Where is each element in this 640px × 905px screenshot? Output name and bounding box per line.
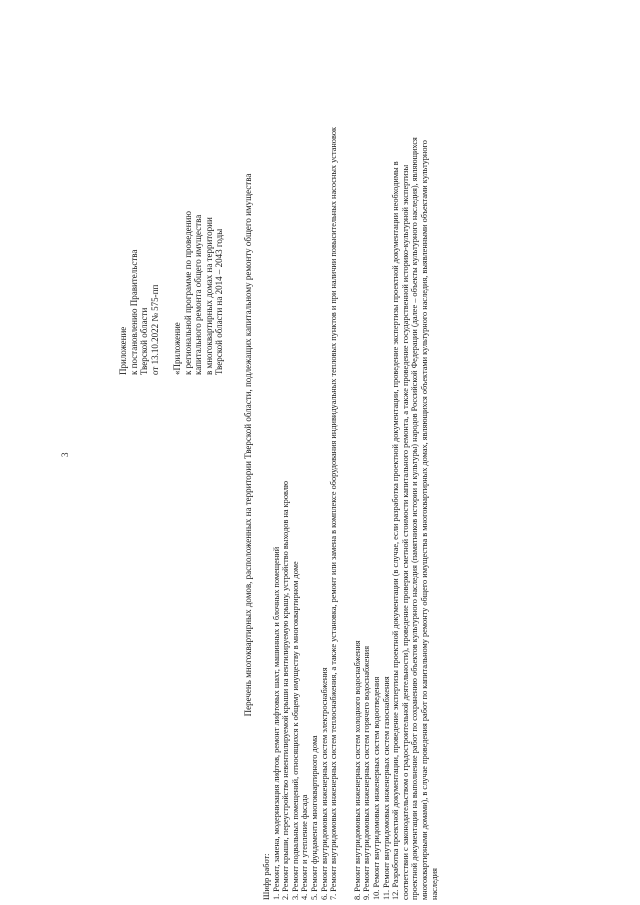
appendix-header xyxy=(118,211,225,375)
appendix-line: к постановлению Правительства xyxy=(128,249,139,375)
cipher-item: 8. Ремонт внутридомовых инженерных систем холодного водоснабжения xyxy=(352,640,362,900)
cipher-item: 10. Ремонт внутридомовых инженерных систем водоотведения xyxy=(371,676,381,900)
appendix-line: Тверской области на 2014 – 2043 годы xyxy=(214,228,224,375)
appendix-line: Тверской области xyxy=(139,307,149,375)
cipher-item: 7. Ремонт внутридомовых инженерных систем теплоснабжения, а также установка, ремонт или замена в комплексе оборудования индивидуальных тепловых пунктов и при наличии повысительных насосных установок xyxy=(329,127,339,900)
appendix-line: к региональной программе по проведению xyxy=(182,210,193,375)
spacer xyxy=(160,211,172,375)
spacer xyxy=(339,20,353,900)
cipher-item: 3. Ремонт подвальных помещений, относящихся к общему имуществу в многоквартирном доме xyxy=(290,561,300,900)
cipher-item-12-line: многоквартирными домами), в случае проведения работ по капитальному ремонту общего имущества в многоквартирных домах, являющихся объектами культурного наследия, выявленными объектами культурного xyxy=(419,140,429,900)
appendix-line: Приложение xyxy=(118,326,128,375)
cipher-item-12-line: соответствии с законодательством о градостроительной деятельности), проведение проверки сметной стоимости капитального ремонта, а также проведение государственной историко-культурной экспертизы xyxy=(400,164,410,900)
cipher-item: 9. Ремонт внутридомовых инженерных систем горячего водоснабжения xyxy=(362,645,372,900)
cipher-item: 4. Ремонт и утепление фасада xyxy=(300,794,310,900)
document-title: Перечень многоквартирных домов, расположенных на территории Тверской области, подлежащих капитальному ремонту общего имущества xyxy=(243,173,253,717)
cipher-item-12-line: проектной документации на выполнение работ по сохранению объектов культурного наследия (памятников истории и культуры) народов Российской Федерации (далее – объекты культурного наследия), являющихся xyxy=(410,137,420,900)
cipher-item-12-line: 12. Разработка проектной документации, проведение экспертизы проектной документации (в случае, если разработка проектной документации, проведение экспертизы проектной документации необходимы в xyxy=(391,161,401,900)
appendix-line: в многоквартирных домах на территории xyxy=(203,217,214,375)
cipher-heading: Шифр работ: xyxy=(262,853,271,900)
page-number: 3 xyxy=(60,452,70,457)
cipher-item-12-line: наследия xyxy=(429,868,439,900)
cipher-item: 6. Ремонт внутридомовых инженерных систем электроснабжения xyxy=(319,667,329,900)
appendix-line: капитального ремонта общего имущества xyxy=(193,214,203,375)
cipher-item: 5. Ремонт фундамента многоквартирного дома xyxy=(309,735,319,900)
cipher-item: 2. Ремонт крыши, переустройство невентилируемой крыши на вентилируемую крышу, устройство выходов на кровлю xyxy=(281,480,291,900)
appendix-line: «Приложение xyxy=(172,322,182,375)
work-cipher-list xyxy=(262,20,439,900)
cipher-item: 11. Ремонт внутридомовых инженерных систем газоснабжения xyxy=(381,676,391,900)
appendix-line: от 13.10.2022 № 575-пп xyxy=(149,284,160,375)
cipher-item: 1. Ремонт, замена, модернизация лифтов, ремонт лифтовых шахт, машинных и блочных помещений xyxy=(271,546,281,900)
